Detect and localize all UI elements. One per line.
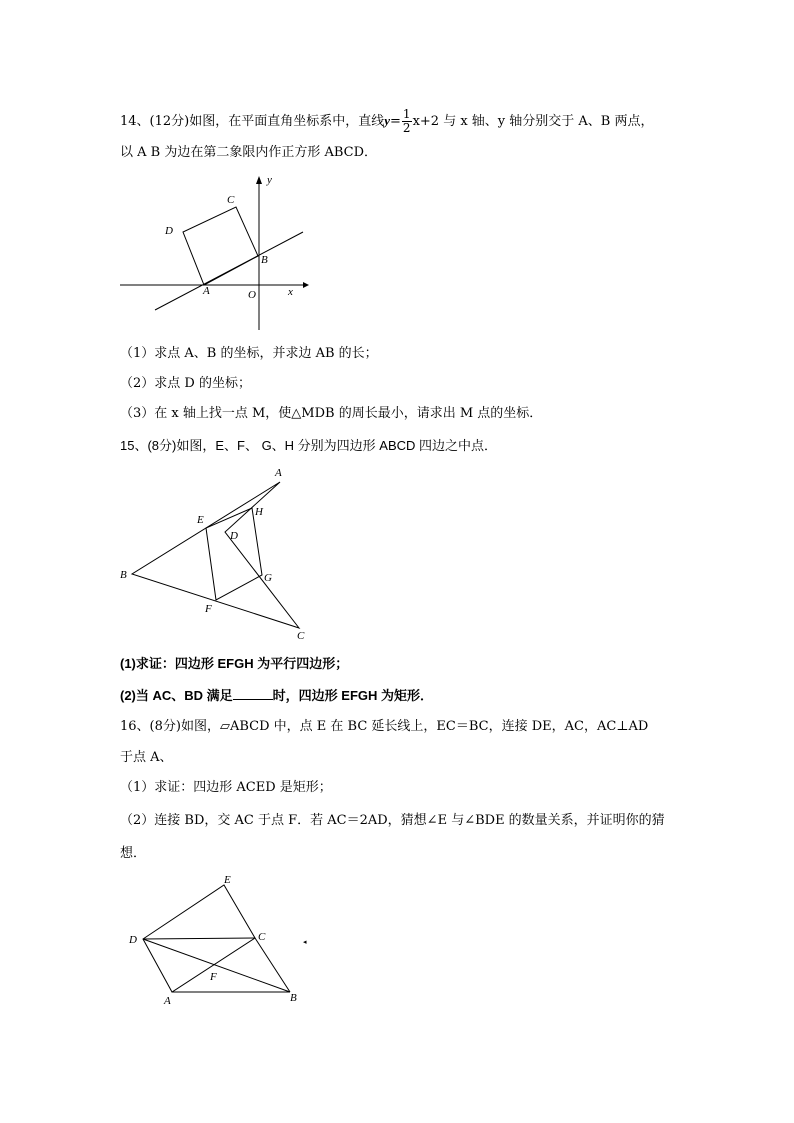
x-axis-arrow bbox=[303, 282, 309, 288]
label-b: B bbox=[261, 254, 268, 266]
q16-figure bbox=[120, 868, 320, 1013]
label-a: A bbox=[164, 995, 171, 1007]
label-e: E bbox=[224, 874, 231, 886]
label-d: D bbox=[230, 530, 238, 542]
label-f: F bbox=[210, 971, 217, 983]
q15-part2-a: (2)当 AC、BD 满足 bbox=[120, 688, 233, 703]
label-o: O bbox=[248, 289, 256, 301]
quad-efgh bbox=[206, 508, 262, 600]
label-c: C bbox=[297, 630, 305, 642]
label-y: y bbox=[267, 174, 272, 186]
label-b: B bbox=[120, 569, 127, 581]
segment-dc bbox=[143, 938, 255, 939]
label-h: H bbox=[255, 506, 263, 518]
label-d: D bbox=[129, 934, 137, 946]
q15-line1: 15、(8分)如图，E、F、 G、H 分别为四边形 ABCD 四边之中点． bbox=[120, 438, 498, 453]
q15-part2 bbox=[120, 687, 433, 705]
q14-line1 bbox=[120, 108, 653, 135]
q14-text-b: x+2 与 x 轴、y 轴分别交于 A、B 两点， bbox=[412, 114, 654, 129]
q14-part2: （2）求点 D 的坐标； bbox=[120, 376, 251, 391]
q15-part1: (1)求证：四边形 EFGH 为平行四边形； bbox=[120, 656, 349, 671]
stray-mark: ◂ bbox=[303, 938, 307, 946]
q14-fraction bbox=[402, 108, 412, 135]
q16-part1: （1）求证：四边形 ACED 是矩形； bbox=[120, 780, 332, 795]
quad-abcd bbox=[132, 482, 299, 628]
label-a: A bbox=[203, 285, 210, 297]
q14-figure bbox=[115, 170, 315, 335]
segment-cb bbox=[255, 938, 290, 992]
answer-blank[interactable] bbox=[233, 687, 273, 700]
q14-eq: = bbox=[390, 114, 401, 129]
frac-denominator: 2 bbox=[402, 121, 411, 135]
label-g: G bbox=[264, 572, 272, 584]
q15-figure bbox=[115, 462, 315, 644]
q14-part1: （1）求点 A、B 的坐标，并求边 AB 的长； bbox=[120, 346, 378, 361]
frac-numerator: 1 bbox=[402, 107, 411, 121]
q14-var-y: y bbox=[384, 113, 391, 128]
label-x: x bbox=[288, 286, 293, 298]
label-d: D bbox=[165, 225, 173, 237]
label-c: C bbox=[258, 931, 266, 943]
label-f: F bbox=[205, 603, 212, 615]
square-abcd bbox=[183, 207, 258, 285]
q14-text-a: 14、(12分)如图，在平面直角坐标系中，直线 bbox=[120, 114, 385, 129]
q16-line2: 于点 A、 bbox=[120, 750, 173, 765]
q14-part3: （3）在 x 轴上找一点 M，使△MDB 的周长最小，请求出 M 点的坐标． bbox=[120, 406, 543, 421]
q14-line2: 以 A B 为边在第二象限内作正方形 ABCD． bbox=[120, 145, 378, 160]
line-ab bbox=[155, 232, 303, 310]
q16-part2: （2）连接 BD，交 AC 于点 F．若 AC＝2AD，猜想∠E 与∠BDE 的数量关系，并证明你的猜 bbox=[120, 813, 665, 828]
label-b: B bbox=[290, 992, 297, 1004]
q15-part2-b: 时，四边形 EFGH 为矩形． bbox=[272, 688, 434, 703]
label-e: E bbox=[197, 514, 204, 526]
q16-part2-cont: 想． bbox=[120, 846, 147, 861]
segment-db bbox=[143, 939, 290, 992]
y-axis-arrow bbox=[256, 176, 262, 184]
label-c: C bbox=[227, 194, 235, 206]
q16-line1: 16、(8分)如图，▱ABCD 中，点 E 在 BC 延长线上，EC＝BC，连接 DE，AC，AC⊥AD bbox=[120, 719, 649, 734]
label-a: A bbox=[275, 467, 282, 479]
